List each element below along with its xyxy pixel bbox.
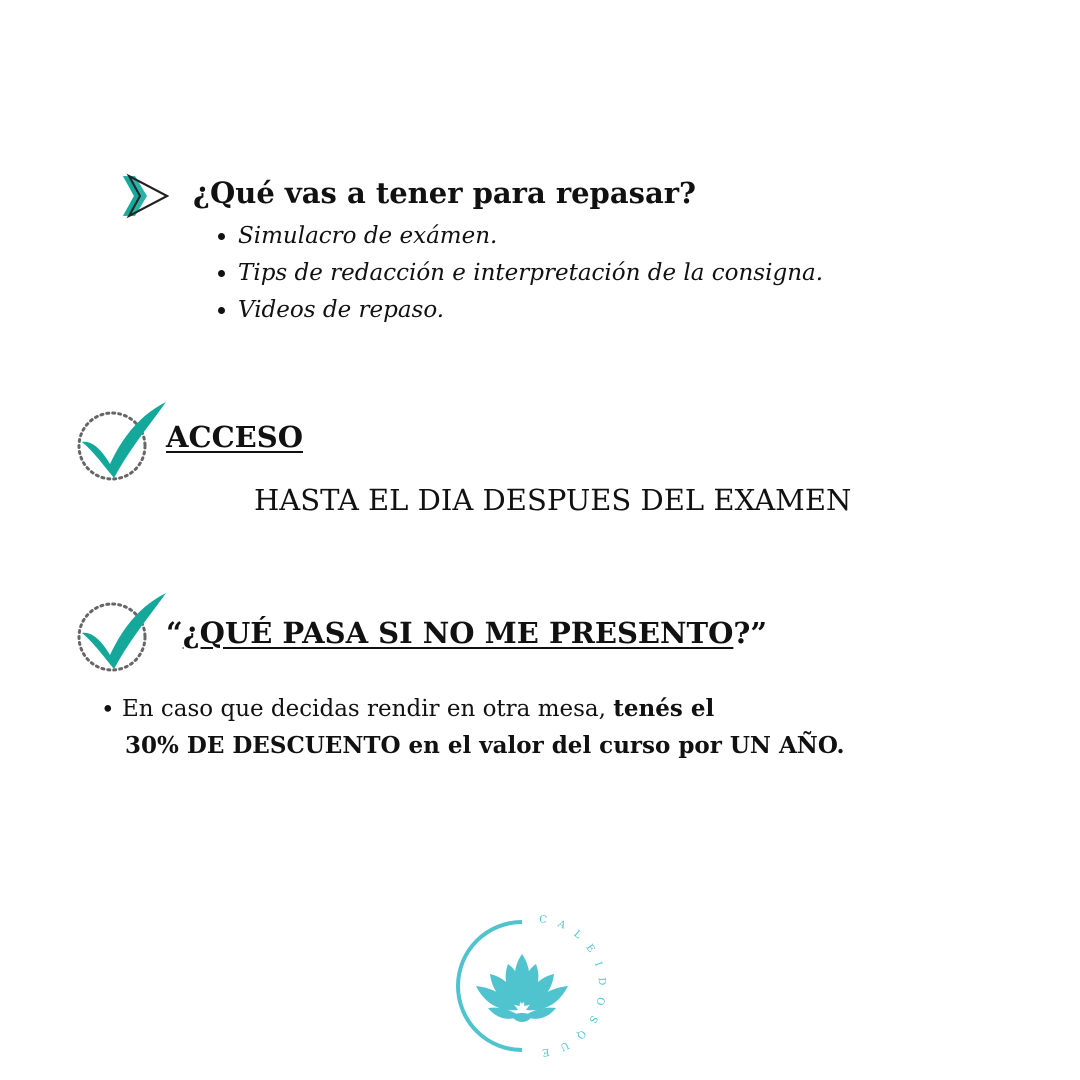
chevron-arrow-icon (119, 172, 169, 222)
note-normal: En caso que decidas rendir en otra mesa, (122, 696, 614, 722)
note-bold: tenés el (613, 695, 715, 722)
open-quote: “ (166, 616, 183, 650)
list-item: • Simulacro de exámen. (238, 218, 823, 255)
bullet-icon: • (101, 697, 115, 723)
absence-question-heading (166, 616, 767, 650)
checkmark-icon (74, 589, 170, 679)
close-quote: ?” (733, 616, 768, 650)
review-heading: ¿Qué vas a tener para repasar? (193, 176, 697, 210)
checkmark-icon (74, 398, 170, 488)
question-text: ¿QUÉ PASA SI NO ME PRESENTO (182, 616, 734, 650)
access-heading: ACCESO (166, 420, 303, 454)
review-list (214, 218, 823, 329)
lotus-logo-icon (450, 912, 610, 1058)
list-item: • Tips de redacción e interpretación de la consigna. (238, 255, 823, 292)
logo-brand-text: CALEIDOSQUE (538, 914, 608, 1058)
discount-note-line2: 30% DE DESCUENTO en el valor del curso por UN AÑO. (125, 732, 845, 759)
list-item: • Videos de repaso. (238, 292, 823, 329)
discount-note-line1 (122, 695, 714, 722)
access-detail: HASTA EL DIA DESPUES DEL EXAMEN (254, 483, 852, 517)
